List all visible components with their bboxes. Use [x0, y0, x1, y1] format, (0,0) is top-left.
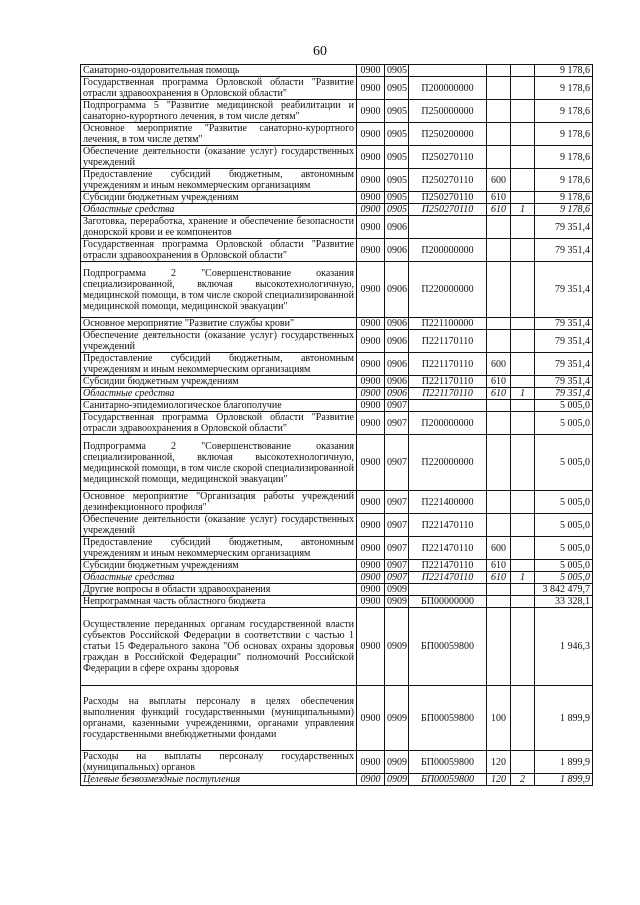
- row-name: Обеспечение деятельности (оказание услуг) государственных учреждений: [81, 146, 357, 169]
- funding-source-code: [511, 192, 535, 204]
- target-article-code: П221170110: [409, 330, 487, 353]
- expense-type-code: [487, 596, 511, 608]
- amount: 9 178,6: [535, 146, 593, 169]
- target-article-code: П221470110: [409, 572, 487, 584]
- table-row: [81, 318, 593, 330]
- target-article-code: П221470110: [409, 514, 487, 537]
- ministry-code: 0900: [357, 216, 385, 239]
- row-name: Областные средства: [81, 204, 357, 216]
- amount: 79 351,4: [535, 330, 593, 353]
- section-code: 0907: [385, 514, 409, 537]
- expense-type-code: [487, 239, 511, 262]
- row-name: Предоставление субсидий бюджетным, автономным учреждениям и иным некоммерческим организациям: [81, 353, 357, 376]
- expense-type-code: 600: [487, 537, 511, 560]
- target-article-code: БП00059800: [409, 608, 487, 686]
- ministry-code: 0900: [357, 100, 385, 123]
- target-article-code: П221470110: [409, 537, 487, 560]
- section-code: 0906: [385, 330, 409, 353]
- ministry-code: 0900: [357, 239, 385, 262]
- amount: 5 005,0: [535, 537, 593, 560]
- section-code: 0906: [385, 262, 409, 318]
- amount: 9 178,6: [535, 169, 593, 192]
- expense-type-code: [487, 216, 511, 239]
- amount: 79 351,4: [535, 376, 593, 388]
- table-row: [81, 65, 593, 77]
- expense-type-code: 610: [487, 560, 511, 572]
- ministry-code: 0900: [357, 65, 385, 77]
- row-name: Субсидии бюджетным учреждениям: [81, 376, 357, 388]
- row-name: Санаторно-оздоровительная помощь: [81, 65, 357, 77]
- ministry-code: 0900: [357, 330, 385, 353]
- amount: 79 351,4: [535, 388, 593, 400]
- target-article-code: П200000000: [409, 77, 487, 100]
- funding-source-code: [511, 514, 535, 537]
- ministry-code: 0900: [357, 572, 385, 584]
- ministry-code: 0900: [357, 146, 385, 169]
- ministry-code: 0900: [357, 353, 385, 376]
- funding-source-code: 2: [511, 774, 535, 786]
- funding-source-code: [511, 77, 535, 100]
- amount: 33 328,1: [535, 596, 593, 608]
- row-name: Предоставление субсидий бюджетным, автономным учреждениям и иным некоммерческим организациям: [81, 537, 357, 560]
- target-article-code: БП00000000: [409, 596, 487, 608]
- expense-type-code: 610: [487, 572, 511, 584]
- ministry-code: 0900: [357, 412, 385, 435]
- table-row: [81, 376, 593, 388]
- ministry-code: 0900: [357, 537, 385, 560]
- ministry-code: 0900: [357, 123, 385, 146]
- table-row: [81, 262, 593, 318]
- ministry-code: 0900: [357, 686, 385, 751]
- row-name: Субсидии бюджетным учреждениям: [81, 560, 357, 572]
- funding-source-code: [511, 123, 535, 146]
- ministry-code: 0900: [357, 400, 385, 412]
- page-number: 60: [313, 44, 327, 59]
- row-name: Государственная программа Орловской области "Развитие отрасли здравоохранения в Орловской области": [81, 412, 357, 435]
- amount: 9 178,6: [535, 65, 593, 77]
- table-row: [81, 491, 593, 514]
- table-row: [81, 146, 593, 169]
- section-code: 0907: [385, 400, 409, 412]
- amount: 5 005,0: [535, 572, 593, 584]
- ministry-code: 0900: [357, 435, 385, 491]
- row-name: Подпрограмма 2 "Совершенствование оказания специализированной, включая высокотехнологичную, медицинской помощи, в том числе скорой специализированной медицинской помощи, медицинской эвакуации": [81, 435, 357, 491]
- row-name: Обеспечение деятельности (оказание услуг) государственных учреждений: [81, 514, 357, 537]
- table-row: [81, 192, 593, 204]
- funding-source-code: 1: [511, 388, 535, 400]
- expense-type-code: [487, 514, 511, 537]
- funding-source-code: [511, 100, 535, 123]
- funding-source-code: [511, 537, 535, 560]
- section-code: 0906: [385, 318, 409, 330]
- section-code: 0905: [385, 192, 409, 204]
- row-name: Субсидии бюджетным учреждениям: [81, 192, 357, 204]
- funding-source-code: [511, 262, 535, 318]
- row-name: Государственная программа Орловской области "Развитие отрасли здравоохранения в Орловской области": [81, 239, 357, 262]
- amount: 5 005,0: [535, 412, 593, 435]
- row-name: Расходы на выплаты персоналу государственных (муниципальных) органов: [81, 751, 357, 774]
- ministry-code: 0900: [357, 774, 385, 786]
- funding-source-code: [511, 65, 535, 77]
- funding-source-code: 1: [511, 572, 535, 584]
- section-code: 0905: [385, 123, 409, 146]
- expense-type-code: 610: [487, 192, 511, 204]
- expense-type-code: 120: [487, 751, 511, 774]
- section-code: 0906: [385, 216, 409, 239]
- amount: 1 899,9: [535, 751, 593, 774]
- table-row: [81, 774, 593, 786]
- section-code: 0907: [385, 560, 409, 572]
- funding-source-code: [511, 169, 535, 192]
- table-row: [81, 353, 593, 376]
- expense-type-code: 120: [487, 774, 511, 786]
- table-row: [81, 686, 593, 751]
- row-name: Осуществление переданных органам государственной власти субъектов Российской Федерации в соответствии с частью 1 статьи 15 Федерального закона "Об основах охраны здоровья граждан в Российской Федерации" полномочий Российской Федерации в сфере охраны здоровья: [81, 608, 357, 686]
- amount: 9 178,6: [535, 192, 593, 204]
- amount: 1 946,3: [535, 608, 593, 686]
- amount: 5 005,0: [535, 560, 593, 572]
- target-article-code: БП00059800: [409, 751, 487, 774]
- funding-source-code: [511, 560, 535, 572]
- expense-type-code: [487, 608, 511, 686]
- target-article-code: [409, 65, 487, 77]
- expense-type-code: [487, 65, 511, 77]
- ministry-code: 0900: [357, 77, 385, 100]
- expense-type-code: [487, 491, 511, 514]
- amount: 79 351,4: [535, 216, 593, 239]
- section-code: 0907: [385, 491, 409, 514]
- target-article-code: П250200000: [409, 123, 487, 146]
- target-article-code: [409, 216, 487, 239]
- target-article-code: П221170110: [409, 376, 487, 388]
- target-article-code: П221100000: [409, 318, 487, 330]
- target-article-code: П200000000: [409, 239, 487, 262]
- ministry-code: 0900: [357, 204, 385, 216]
- expense-type-code: [487, 262, 511, 318]
- ministry-code: 0900: [357, 169, 385, 192]
- target-article-code: П221400000: [409, 491, 487, 514]
- table-row: [81, 751, 593, 774]
- amount: 9 178,6: [535, 204, 593, 216]
- row-name: Подпрограмма 2 "Совершенствование оказания специализированной, включая высокотехнологичную, медицинской помощи, в том числе скорой специализированной медицинской помощи, медицинской эвакуации": [81, 262, 357, 318]
- amount: 79 351,4: [535, 318, 593, 330]
- funding-source-code: [511, 353, 535, 376]
- expense-type-code: 600: [487, 353, 511, 376]
- table-row: [81, 584, 593, 596]
- ministry-code: 0900: [357, 491, 385, 514]
- row-name: Целевые безвозмездные поступления: [81, 774, 357, 786]
- row-name: Непрограммная часть областного бюджета: [81, 596, 357, 608]
- ministry-code: 0900: [357, 388, 385, 400]
- row-name: Основное мероприятие "Развитие службы крови": [81, 318, 357, 330]
- table-row: [81, 123, 593, 146]
- funding-source-code: [511, 146, 535, 169]
- section-code: 0907: [385, 572, 409, 584]
- row-name: Другие вопросы в области здравоохранения: [81, 584, 357, 596]
- ministry-code: 0900: [357, 596, 385, 608]
- section-code: 0906: [385, 353, 409, 376]
- expense-type-code: [487, 146, 511, 169]
- amount: 79 351,4: [535, 239, 593, 262]
- ministry-code: 0900: [357, 262, 385, 318]
- table-row: [81, 169, 593, 192]
- table-row: [81, 204, 593, 216]
- table-row: [81, 400, 593, 412]
- amount: 1 899,9: [535, 774, 593, 786]
- target-article-code: П250270110: [409, 204, 487, 216]
- section-code: 0905: [385, 100, 409, 123]
- section-code: 0909: [385, 584, 409, 596]
- ministry-code: 0900: [357, 514, 385, 537]
- section-code: 0909: [385, 686, 409, 751]
- ministry-code: 0900: [357, 584, 385, 596]
- amount: 79 351,4: [535, 262, 593, 318]
- funding-source-code: [511, 435, 535, 491]
- section-code: 0906: [385, 388, 409, 400]
- row-name: Областные средства: [81, 572, 357, 584]
- expense-type-code: [487, 77, 511, 100]
- amount: 1 899,9: [535, 686, 593, 751]
- amount: 5 005,0: [535, 435, 593, 491]
- target-article-code: П200000000: [409, 412, 487, 435]
- expense-type-code: 100: [487, 686, 511, 751]
- funding-source-code: [511, 318, 535, 330]
- expense-type-code: [487, 330, 511, 353]
- section-code: 0907: [385, 435, 409, 491]
- section-code: 0905: [385, 77, 409, 100]
- expense-type-code: [487, 412, 511, 435]
- target-article-code: П220000000: [409, 435, 487, 491]
- budget-table: [80, 64, 593, 786]
- table-row: [81, 608, 593, 686]
- funding-source-code: [511, 596, 535, 608]
- ministry-code: 0900: [357, 751, 385, 774]
- amount: 5 005,0: [535, 491, 593, 514]
- section-code: 0907: [385, 412, 409, 435]
- expense-type-code: 600: [487, 169, 511, 192]
- table-row: [81, 216, 593, 239]
- ministry-code: 0900: [357, 318, 385, 330]
- section-code: 0905: [385, 65, 409, 77]
- ministry-code: 0900: [357, 192, 385, 204]
- funding-source-code: [511, 751, 535, 774]
- row-name: Расходы на выплаты персоналу в целях обеспечения выполнения функций государственными (муниципальными) органами, казенными учреждениями, органами управления государственными внебюджетными фондами: [81, 686, 357, 751]
- row-name: Предоставление субсидий бюджетным, автономным учреждениям и иным некоммерческим организациям: [81, 169, 357, 192]
- target-article-code: БП00059800: [409, 686, 487, 751]
- amount: 9 178,6: [535, 123, 593, 146]
- expense-type-code: 610: [487, 204, 511, 216]
- target-article-code: П250270110: [409, 169, 487, 192]
- row-name: Санитарно-эпидемиологическое благополучие: [81, 400, 357, 412]
- row-name: Заготовка, переработка, хранение и обеспечение безопасности донорской крови и ее компонентов: [81, 216, 357, 239]
- table-row: [81, 412, 593, 435]
- amount: 5 005,0: [535, 514, 593, 537]
- funding-source-code: [511, 412, 535, 435]
- target-article-code: П250000000: [409, 100, 487, 123]
- table-row: [81, 100, 593, 123]
- target-article-code: [409, 400, 487, 412]
- funding-source-code: [511, 400, 535, 412]
- section-code: 0909: [385, 774, 409, 786]
- expense-type-code: [487, 400, 511, 412]
- ministry-code: 0900: [357, 608, 385, 686]
- table-row: [81, 596, 593, 608]
- target-article-code: П221470110: [409, 560, 487, 572]
- row-name: Основное мероприятие "Развитие санаторно-курортного лечения, в том числе детям": [81, 123, 357, 146]
- amount: 79 351,4: [535, 353, 593, 376]
- expense-type-code: 610: [487, 388, 511, 400]
- row-name: Подпрограмма 5 "Развитие медицинской реабилитации и санаторно-курортного лечения, в том числе детям": [81, 100, 357, 123]
- expense-type-code: 610: [487, 376, 511, 388]
- target-article-code: П250270110: [409, 192, 487, 204]
- target-article-code: [409, 584, 487, 596]
- target-article-code: БП00059800: [409, 774, 487, 786]
- section-code: 0909: [385, 751, 409, 774]
- table-row: [81, 514, 593, 537]
- section-code: 0905: [385, 204, 409, 216]
- row-name: Областные средства: [81, 388, 357, 400]
- table-row: [81, 388, 593, 400]
- section-code: 0909: [385, 608, 409, 686]
- expense-type-code: [487, 318, 511, 330]
- section-code: 0905: [385, 169, 409, 192]
- funding-source-code: [511, 376, 535, 388]
- section-code: 0906: [385, 239, 409, 262]
- target-article-code: П221170110: [409, 388, 487, 400]
- funding-source-code: [511, 491, 535, 514]
- expense-type-code: [487, 584, 511, 596]
- funding-source-code: [511, 330, 535, 353]
- ministry-code: 0900: [357, 560, 385, 572]
- row-name: Основное мероприятие "Организация работы учреждений дезинфекционного профиля": [81, 491, 357, 514]
- table-row: [81, 572, 593, 584]
- funding-source-code: [511, 239, 535, 262]
- table-row: [81, 537, 593, 560]
- table-row: [81, 239, 593, 262]
- section-code: 0907: [385, 537, 409, 560]
- table-row: [81, 77, 593, 100]
- expense-type-code: [487, 435, 511, 491]
- target-article-code: П221170110: [409, 353, 487, 376]
- target-article-code: П220000000: [409, 262, 487, 318]
- amount: 9 178,6: [535, 100, 593, 123]
- section-code: 0906: [385, 376, 409, 388]
- table-row: [81, 435, 593, 491]
- section-code: 0909: [385, 596, 409, 608]
- table-row: [81, 330, 593, 353]
- funding-source-code: [511, 608, 535, 686]
- row-name: Обеспечение деятельности (оказание услуг) государственных учреждений: [81, 330, 357, 353]
- funding-source-code: [511, 216, 535, 239]
- amount: 9 178,6: [535, 77, 593, 100]
- expense-type-code: [487, 123, 511, 146]
- table-row: [81, 560, 593, 572]
- funding-source-code: 1: [511, 204, 535, 216]
- ministry-code: 0900: [357, 376, 385, 388]
- amount: 5 005,0: [535, 400, 593, 412]
- target-article-code: П250270110: [409, 146, 487, 169]
- funding-source-code: [511, 686, 535, 751]
- amount: 3 842 479,7: [535, 584, 593, 596]
- row-name: Государственная программа Орловской области "Развитие отрасли здравоохранения в Орловской области": [81, 77, 357, 100]
- section-code: 0905: [385, 146, 409, 169]
- funding-source-code: [511, 584, 535, 596]
- expense-type-code: [487, 100, 511, 123]
